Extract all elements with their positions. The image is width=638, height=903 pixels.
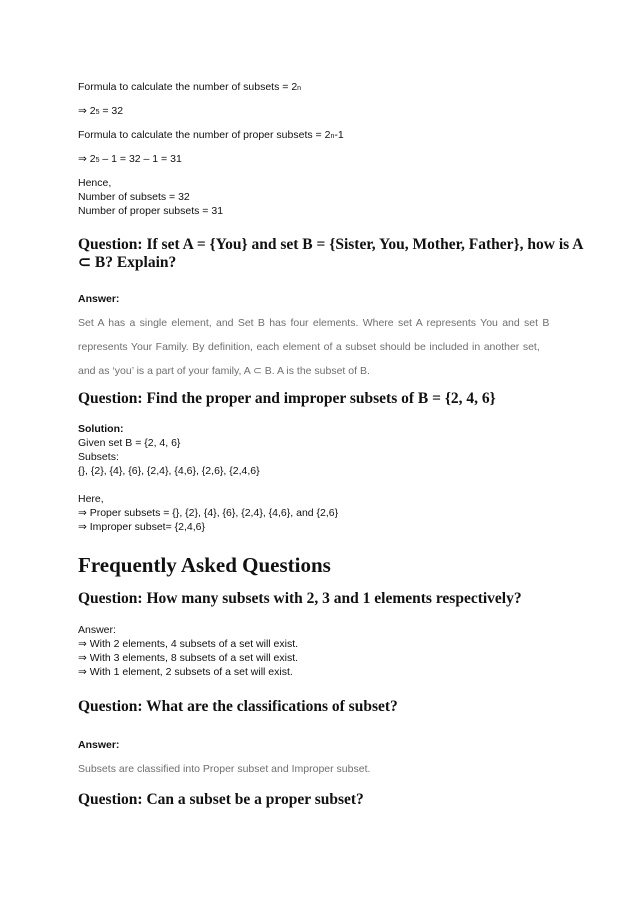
calc-proper-exponent: 5 <box>95 157 100 164</box>
calc-proper-base: ⇒ 2 <box>78 153 96 165</box>
calc-subsets-base: ⇒ 2 <box>78 105 96 117</box>
calc-proper-result: – 1 = 32 – 1 = 31 <box>99 153 182 165</box>
formula-subsets-text: Formula to calculate the number of subsets = 2 <box>78 81 298 93</box>
number-of-subsets: Number of subsets = 32 <box>78 191 190 203</box>
question-2-here-label: Here, <box>78 493 104 505</box>
calc-subsets-result: = 32 <box>99 105 124 117</box>
faq-2-answer: Subsets are classified into Proper subset and Improper subset. <box>78 763 371 775</box>
question-1-answer-label: Answer: <box>78 293 120 305</box>
formula-proper-text: Formula to calculate the number of proper subsets = 2 <box>78 129 331 141</box>
hence-label: Hence, <box>78 177 112 189</box>
formula-proper-subsets <box>78 128 344 144</box>
faq-2-answer-label: Answer: <box>78 739 120 751</box>
question-2-subsets-list: {}, {2}, {4}, {6}, {2,4}, {4,6}, {2,6}, {2,4,6} <box>78 465 260 477</box>
question-1-line-2: ⊂ B? Explain? <box>78 254 177 271</box>
question-1-answer-line-1: Set A has a single element, and Set B has four elements. Where set A represents You and set B <box>78 317 550 329</box>
calc-proper-subsets <box>78 152 182 168</box>
faq-1-answer-line-3: ⇒ With 1 element, 2 subsets of a set will exist. <box>78 666 293 678</box>
question-1-answer-line-2: represents Your Family. By definition, each element of a subset should be included in another set, <box>78 341 540 353</box>
number-of-proper-subsets: Number of proper subsets = 31 <box>78 205 224 217</box>
formula-proper-exponent: n <box>330 133 335 140</box>
formula-proper-minus: -1 <box>334 129 344 141</box>
question-2-solution-label: Solution: <box>78 423 124 435</box>
faq-1-answer-label: Answer: <box>78 624 116 636</box>
question-2: Question: Find the proper and improper subsets of B = {2, 4, 6} <box>78 390 496 407</box>
question-2-subsets-label: Subsets: <box>78 451 119 463</box>
formula-subsets-exponent: n <box>297 85 302 92</box>
question-2-given-set: Given set B = {2, 4, 6} <box>78 437 181 449</box>
faq-1-answer-line-2: ⇒ With 3 elements, 8 subsets of a set will exist. <box>78 652 299 664</box>
formula-subsets <box>78 80 301 96</box>
question-1-answer-line-3: and as ‘you’ is a part of your family, A ⊂ B. A is the subset of B. <box>78 365 370 377</box>
question-2-improper-subset: ⇒ Improper subset= {2,4,6} <box>78 521 205 533</box>
faq-question-3: Question: Can a subset be a proper subset? <box>78 791 364 808</box>
faq-1-answer-line-1: ⇒ With 2 elements, 4 subsets of a set will exist. <box>78 638 299 650</box>
question-1-line-1: Question: If set A = {You} and set B = {Sister, You, Mother, Father}, how is A <box>78 236 584 253</box>
faq-question-2: Question: What are the classifications of subset? <box>78 698 398 715</box>
faq-question-1: Question: How many subsets with 2, 3 and 1 elements respectively? <box>78 590 522 607</box>
question-2-proper-subsets: ⇒ Proper subsets = {}, {2}, {4}, {6}, {2,4}, {4,6}, and {2,6} <box>78 507 339 519</box>
calc-subsets-exponent: 5 <box>95 109 100 116</box>
faq-heading: Frequently Asked Questions <box>78 553 331 577</box>
calc-subsets <box>78 104 123 120</box>
